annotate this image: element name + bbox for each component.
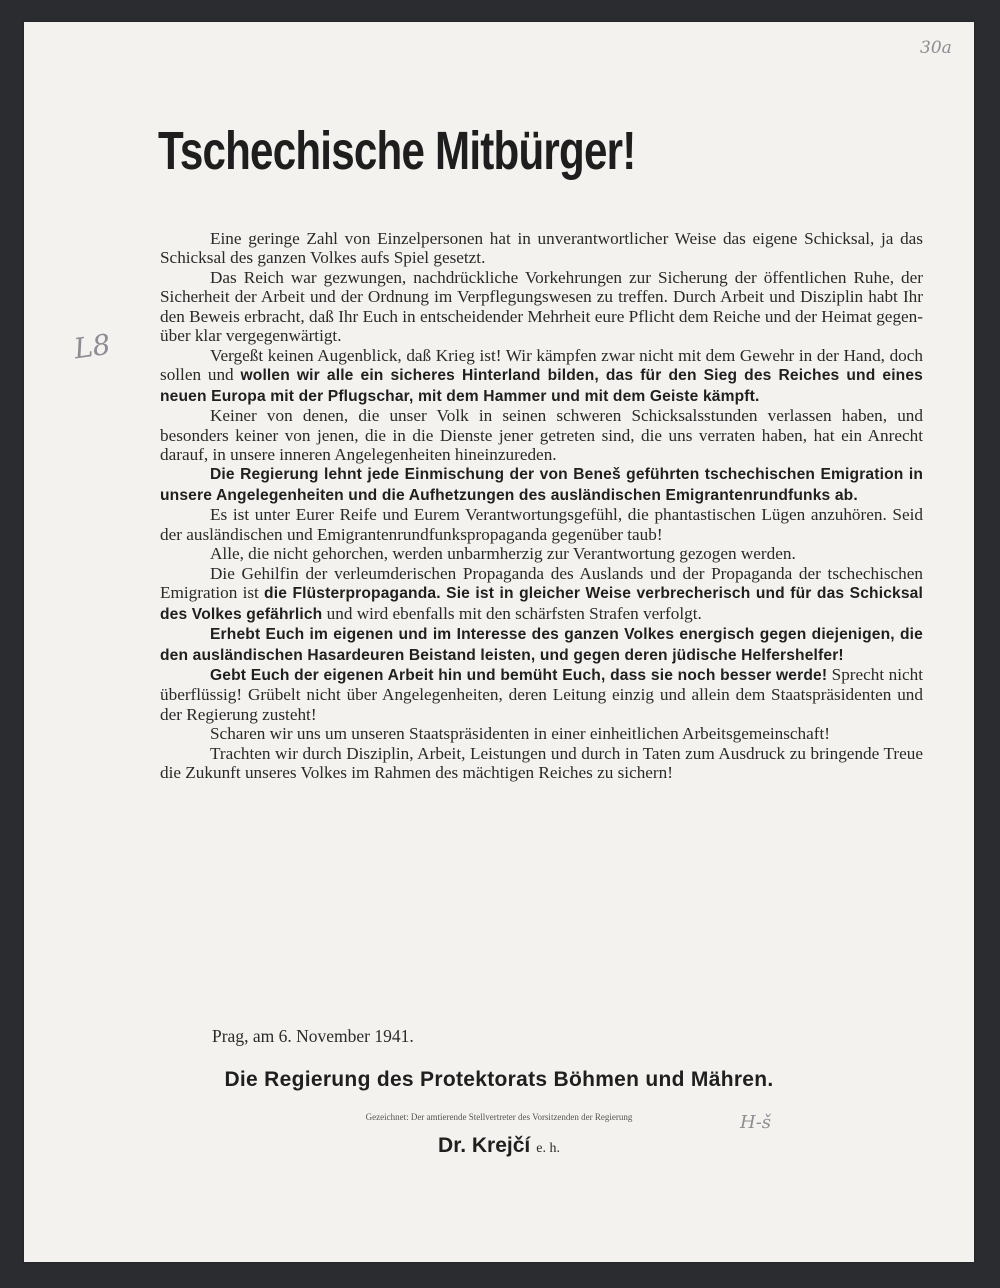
- paragraph-text: Die Gehilfin der verleumderischen Propaganda des Auslands und der Propaganda der tschechischen Emigration ist: [160, 563, 923, 603]
- paragraph-text: Vergeßt keinen Augenblick, daß Krieg ist! Wir kämpfen zwar nicht mit dem Gewehr in der Hand, doch sollen und: [160, 345, 923, 385]
- signature-suffix: e. h.: [536, 1141, 560, 1156]
- paragraph: [160, 406, 923, 464]
- pencil-note-signature: H-š: [740, 1112, 772, 1133]
- signature-name: Dr. Krejčí: [438, 1134, 531, 1157]
- poster-title: Tschechische Mitbürger!: [158, 121, 636, 181]
- pencil-note-top: 30a: [920, 38, 952, 58]
- paragraph-text: Trachten wir durch Disziplin, Arbeit, Leistungen und durch in Taten zum Ausdruck zu bringende Treue die Zukunft unseres Volkes im Rahmen des mächtigen Reiches zu sichern!: [160, 743, 923, 783]
- pencil-note-left: L8: [71, 327, 113, 366]
- emphasized-text: Erhebt Euch im eigenen und im Interesse des ganzen Volkes energisch gegen diejenigen, die den ausländischen Hasardeuren Beistand leisten, und gegen deren jüdische Helfershelfer!: [160, 626, 923, 664]
- paragraph-text: Sprecht nicht überflüssig! Grübelt nicht über Angelegenheiten, deren Leitung einzig und allein dem Staatspräsidenten und der Regierung zusteht!: [160, 664, 923, 724]
- issuing-government: Die Regierung des Protektorats Böhmen und Mähren.: [224, 1068, 774, 1091]
- paragraph: [160, 464, 923, 505]
- paragraph: [160, 346, 923, 406]
- paragraph: [160, 268, 923, 346]
- paragraph-text: Das Reich war gezwungen, nachdrückliche Vorkehrungen zur Sicherung der öffentlichen Ruhe, der Sicherheit der Arbeit und der Ordnung im Verpflegungswesen zu treffen. Durch Arbeit und Disziplin habt Ihr den Beweis erbracht, daß Ihr Euch in entscheidender Mehrheit eure Pflicht dem Reiche und der Heimat gegenüber klar vergegenwärtigt.: [160, 267, 923, 346]
- emphasized-text: die Flüsterpropaganda. Sie ist in gleicher Weise verbrecherisch und für das Schicksal des Volkes gefährlich: [160, 585, 923, 623]
- paragraph-text: Eine geringe Zahl von Einzelpersonen hat in unverantwortlicher Weise das eigene Schicksal, ja das Schicksal des ganzen Volkes aufs Spiel gesetzt.: [160, 229, 923, 268]
- paragraph: [160, 744, 923, 783]
- paragraph: [160, 229, 923, 268]
- paragraph: [160, 544, 923, 563]
- signature-block: [24, 1134, 974, 1158]
- paragraph-text: Es ist unter Eurer Reife und Eurem Verantwortungsgefühl, die phantastischen Lügen anzuhören. Seid der ausländischen und Emigrantenrundfunkspropaganda gegenüber taub!: [160, 505, 923, 544]
- paragraph: [160, 724, 923, 743]
- paragraph: [160, 564, 923, 624]
- paragraph-text: Alle, die nicht gehorchen, werden unbarmherzig zur Verantwortung gezogen werden.: [210, 544, 796, 564]
- paragraph-text: und wird ebenfalls mit den schärfsten Strafen verfolgt.: [322, 603, 702, 623]
- emphasized-text: Die Regierung lehnt jede Einmischung der von Beneš geführten tschechischen Emigration in unsere Angelegenheiten und die Aufhetzungen des ausländischen Emigrantenrundfunks ab.: [160, 466, 923, 504]
- paragraph-text: Keiner von denen, die unser Volk in seinen schweren Schicksalsstunden verlassen haben, und besonders keiner von jenen, die in die Dienste jener getreten sind, die uns verraten haben, hat ein Anrecht darauf, in unsere inneren Angelegenheiten hineinzureden.: [160, 406, 923, 464]
- proclamation-body: [160, 229, 923, 783]
- signed-note: Gezeichnet: Der amtierende Stellvertreter des Vorsitzenden der Regierung: [365, 1112, 633, 1122]
- paragraph-text: Scharen wir uns um unseren Staatspräsidenten in einer einheitlichen Arbeitsgemeinschaft!: [210, 724, 830, 744]
- emphasized-text: wollen wir alle ein sicheres Hinterland bilden, das für den Sieg des Reiches und eines neuen Europa mit der Pflugschar, mit dem Hammer und mit dem Geiste kämpft.: [160, 367, 923, 405]
- paragraph: [160, 624, 923, 665]
- emphasized-text: Gebt Euch der eigenen Arbeit hin und bemüht Euch, dass sie noch besser werde!: [210, 666, 828, 684]
- place-date: Prag, am 6. November 1941.: [212, 1026, 414, 1046]
- paragraph: [160, 505, 923, 544]
- paragraph: [160, 665, 923, 724]
- poster-sheet: [24, 22, 974, 1262]
